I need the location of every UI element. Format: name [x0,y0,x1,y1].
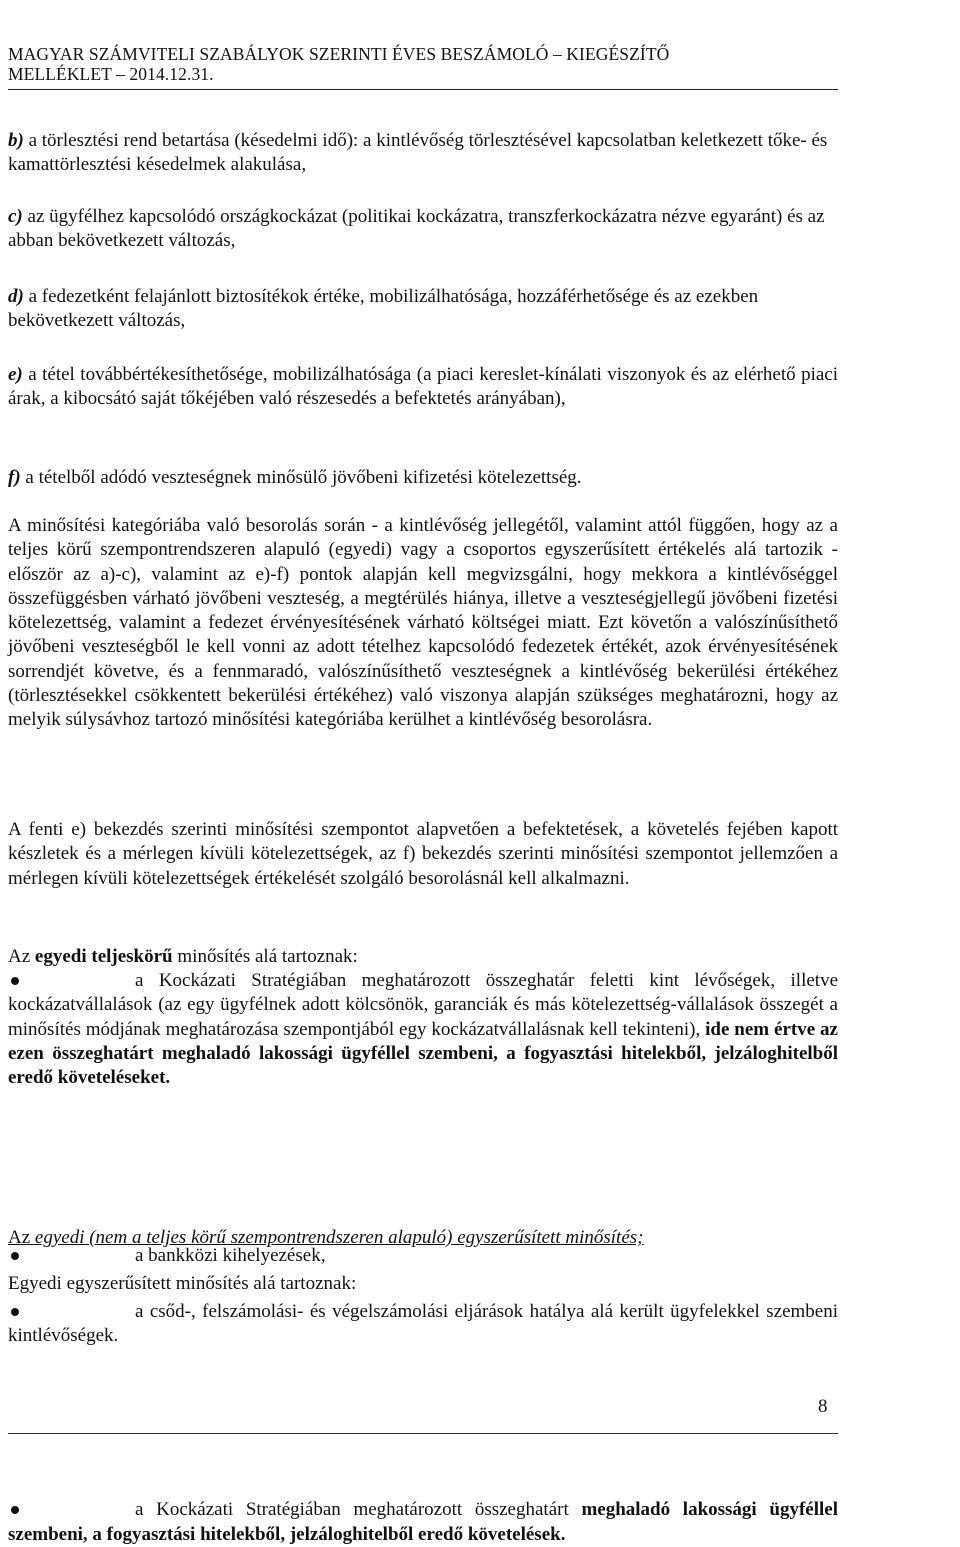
simplified-bullet-1-bold: meghaladó lakossági ügyféllel szembeni, a fogyasztási hitelekből, jelzáloghitelből eredő követelések. [8,1499,838,1545]
egyedi-bullet-1 [8,969,838,1090]
egyedi-intro [8,945,838,969]
bullet-icon [11,977,19,985]
simplified-heading-italic: egyedi (nem a teljes körű szempontrendszeren alapuló) egyszerűsített minősítés; [34,1227,644,1248]
simplified-bullet-1-text: a Kockázati Stratégiában meghatározott összeghatárt [135,1499,582,1521]
item-b [8,129,838,178]
header-title-line2: MELLÉKLET – 2014.12.31. [8,64,214,84]
item-f-text: a tételből adódó veszteségnek minősülő jövőbeni kifizetési kötelezettség. [20,467,582,488]
item-c-text: az ügyfélhez kapcsolódó országkockázat (politikai kockázatra, transzferkockázatra nézve egyaránt) és az abban bekövetkezett változás, [8,206,825,252]
simplified-heading [8,1226,838,1250]
item-d-tag: d) [8,286,24,307]
item-d-text: a fedezetként felajánlott biztosítékok értéke, mobilizálhatósága, hozzáférhetősége és az ezekben bekövetkezett változás, [8,286,759,332]
bullet-icon [11,1308,19,1316]
header-divider [8,89,838,90]
egyedi-bullet-3-text: a csőd-, felszámolási- és végelszámolási eljárások hatálya alá került ügyfelekkel szembeni kintlévőségek. [8,1300,838,1347]
page-number: 8 [818,1396,828,1417]
simplified-heading-pre: Az [8,1227,35,1248]
item-e [8,363,838,412]
simplified-intro: Egyedi egyszerűsített minősítés alá tartoznak: [8,1273,357,1294]
item-c-tag: c) [8,206,23,227]
item-b-tag: b) [8,130,24,151]
egyedi-intro-bold: egyedi teljeskörű [34,946,173,967]
footer-divider [8,1433,838,1434]
bullet-icon [11,1252,19,1260]
item-d [8,285,838,334]
item-e-text: a tétel továbbértékesíthetősége, mobilizálhatósága (a piaci kereslet-kínálati viszonyok és az elérhető piaci árak, a kibocsátó saját tőkéjében való részesedés a befektetés arányában), [8,364,838,410]
item-f [8,466,838,490]
simplified-bullet-1 [8,1498,838,1547]
item-e-tag: e) [8,364,23,385]
egyedi-bullet-1-text: a Kockázati Stratégiában meghatározott összeghatár feletti kint lévőségek, illetve kockázatvállalások (az egy ügyfélnek adott kölcsönök, garanciák és más kötelezettség-vállalások összegét a minősítés módjának meghatározása szempontjából egy kockázatvállalásnak kell tekinteni), [8,970,838,1040]
egyedi-bullet-2-text: a bankközi kihelyezések, [135,1245,326,1267]
item-b-text: a törlesztési rend betartása (késedelmi idő): a kintlévőség törlesztésével kapcsolatban keletkezett tőke- és kamattörlesztési késedelmek alakulása, [8,130,828,176]
document-header [8,44,838,84]
paragraph-classification: A minősítési kategóriába való besorolás során - a kintlévőség jellegétől, valamint attól függően, hogy az a teljes körű szempontrendszeren alapuló (egyedi) vagy a csoportos egyszerűsített értékelés alá tartozik - először az a)-c), valamint az e)-f) pontok alapján kell megvizsgálni, hogy mekkora a kintlévőséggel összefüggésben várható jövőbeni veszteség, a megtérülés hiánya, illetve a veszteségjellegű jövőbeni fizetési kötelezettség, valamint a fedezet érvényesítésének várható költségei miatt. Ezt követőn a valószínűsíthető jövőbeni veszteségből le kell vonni az adott tételhez kapcsolódó fedezetek értékét, azok érvényesítésének sorrendjét követve, és a fennmaradó, valószínűsíthető veszteségnek a kintlévőség bekerülési értékéhez (törlesztésekkel csökkentett bekerülési értékéhez) való viszonya alapján szükséges meghatározni, hogy az melyik súlysávhoz tartozó minősítési kategóriába kerülhet a kintlévőség besorolásra. [8,515,838,731]
paragraph-criteria: A fenti e) bekezdés szerinti minősítési szempontot alapvetően a befektetések, a követelés fejében kapott készletek és a mérlegen kívüli kötelezettségek, az f) bekezdés szerinti minősítési szempontot jellemzően a mérlegen kívüli kötelezettségek értékelését szolgáló besorolásnál kell alkalmazni. [8,819,838,889]
item-f-tag: f) [8,467,21,488]
header-title-line1: MAGYAR SZÁMVITELI SZABÁLYOK SZERINTI ÉVES BESZÁMOLÓ – KIEGÉSZÍTŐ [8,44,670,64]
egyedi-bullet-3 [8,1300,838,1349]
egyedi-intro-post: minősítés alá tartoznak: [172,946,358,967]
egyedi-intro-pre: Az [8,946,35,967]
egyedi-bullet-1-bold: ide nem értve az ezen összeghatárt meghaladó lakossági ügyféllel szembeni, a fogyasztási hitelekből, jelzáloghitelből eredő követeléseket. [8,1018,838,1089]
item-c [8,205,838,254]
bullet-icon [11,1506,19,1514]
